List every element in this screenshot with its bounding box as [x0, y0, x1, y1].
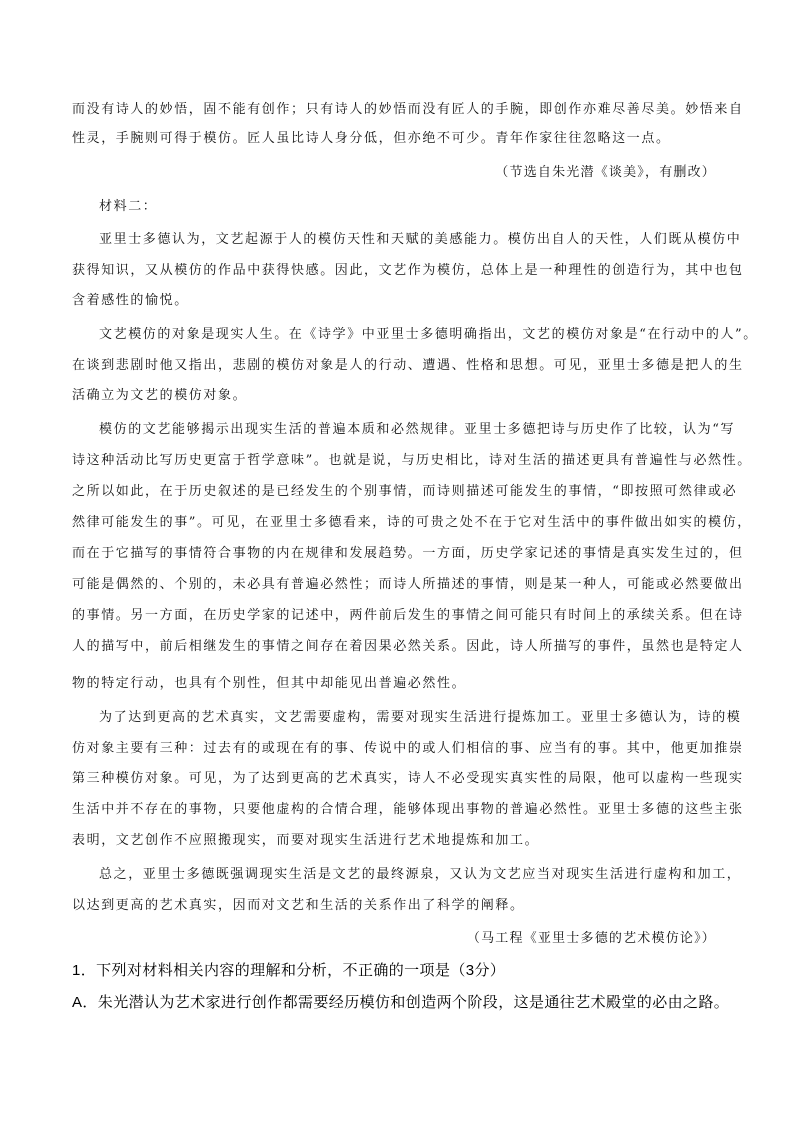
text-line: 性灵，手腕则可得于模仿。匠人虽比诗人身分低，但亦绝不可少。青年作家往往忽略这一点。	[72, 131, 671, 146]
text-line: 的事情。另一方面，在历史学家的记述中，两件前后发生的事情之间可能只有时间上的承续关系。但在诗	[72, 608, 744, 623]
text-line: 在谈到悲剧时他又指出，悲剧的模仿对象是人的行动、遭遇、性格和思想。可见，亚里士多德是把人的生	[72, 358, 744, 373]
text-line: 而没有诗人的妙悟，固不能有创作；只有诗人的妙悟而没有匠人的手腕，即创作亦难尽善尽美。妙悟来自	[72, 102, 744, 117]
text-line: 模仿的文艺能够揭示出现实生活的普遍本质和必然规律。亚里士多德把诗与历史作了比较，认为“写	[99, 422, 736, 437]
option-a: A．朱光潜认为艺术家进行创作都需要经历模仿和创造两个阶段，这是通往艺术殿堂的必由之路。	[72, 994, 730, 1011]
text-line: 文艺模仿的对象是现实人生。在《诗学》中亚里士多德明确指出，文艺的模仿对象是“在行动中的人”。	[99, 327, 758, 342]
source-citation: （马工程《亚里士多德的艺术模仿论》）	[466, 931, 716, 946]
text-line: 获得知识，又从模仿的作品中获得快感。因此，文艺作为模仿，总体上是一种理性的创造行为，其中也包	[72, 263, 744, 278]
text-line: 亚里士多德认为，文艺起源于人的模仿天性和天赋的美感能力。模仿出自人的天性，人们既从模仿中	[99, 232, 742, 247]
text-line: 可能是偶然的、个别的，未必具有普遍必然性；而诗人所描述的事情，则是某一种人，可能或必然要做出	[72, 577, 744, 592]
question-stem: 1．下列对材料相关内容的理解和分析，不正确的一项是（3分）	[72, 962, 506, 979]
text-line: 生活中并不存在的事物，只要他虚构的合情合理，能够体现出事物的普遍必然性。亚里士多德的这些主张	[72, 802, 744, 817]
text-line: 诗这种活动比写历史更富于哲学意味”。也就是说，与历史相比，诗对生活的描述更具有普遍性与必然性。	[72, 453, 752, 468]
text-line: 第三种模仿对象。可见，为了达到更高的艺术真实，诗人不必受现实真实性的局限，他可以虚构一些现实	[72, 771, 744, 786]
text-line: 为了达到更高的艺术真实，文艺需要虚构，需要对现实生活进行提炼加工。亚里士多德认为，诗的模	[99, 710, 742, 725]
text-line: 仿对象主要有三种：过去有的或现在有的事、传说中的或人们相信的事、应当有的事。其中，他更加推崇	[72, 741, 744, 756]
text-line: 之所以如此，在于历史叙述的是已经发生的个别事情，而诗则描述可能发生的事情，“即按照可然律或必	[72, 484, 738, 499]
text-line: 活确立为文艺的模仿对象。	[72, 388, 248, 403]
source-citation: （节选自朱光潜《谈美》，有删改）	[495, 165, 716, 180]
text-line: 以达到更高的艺术真实，因而对文艺和生活的关系作出了科学的阐释。	[72, 898, 525, 913]
text-line: 总之，亚里士多德既强调现实生活是文艺的最终源泉，又认为文艺应当对现实生活进行虚构和加工，	[99, 867, 742, 882]
text-line: 然律可能发生的事”。可见，在亚里士多德看来，诗的可贵之处不在于它对生活中的事件做出如实的模仿，	[72, 515, 752, 530]
text-line: 人的描写中，前后相继发生的事情之间存在着因果必然关系。因此，诗人所描写的事件，虽然也是特定人	[72, 639, 744, 654]
text-line: 表明，文艺创作不应照搬现实，而要对现实生活进行艺术地提炼和加工。	[72, 833, 540, 848]
text-line: 含着感性的愉悦。	[72, 293, 189, 308]
text-line: 而在于它描写的事情符合事物的内在规律和发展趋势。一方面，历史学家记述的事情是真实发生过的，但	[72, 546, 744, 561]
text-line: 物的特定行动，也具有个别性，但其中却能见出普遍必然性。	[72, 676, 467, 691]
material-heading: 材料二：	[99, 199, 158, 214]
